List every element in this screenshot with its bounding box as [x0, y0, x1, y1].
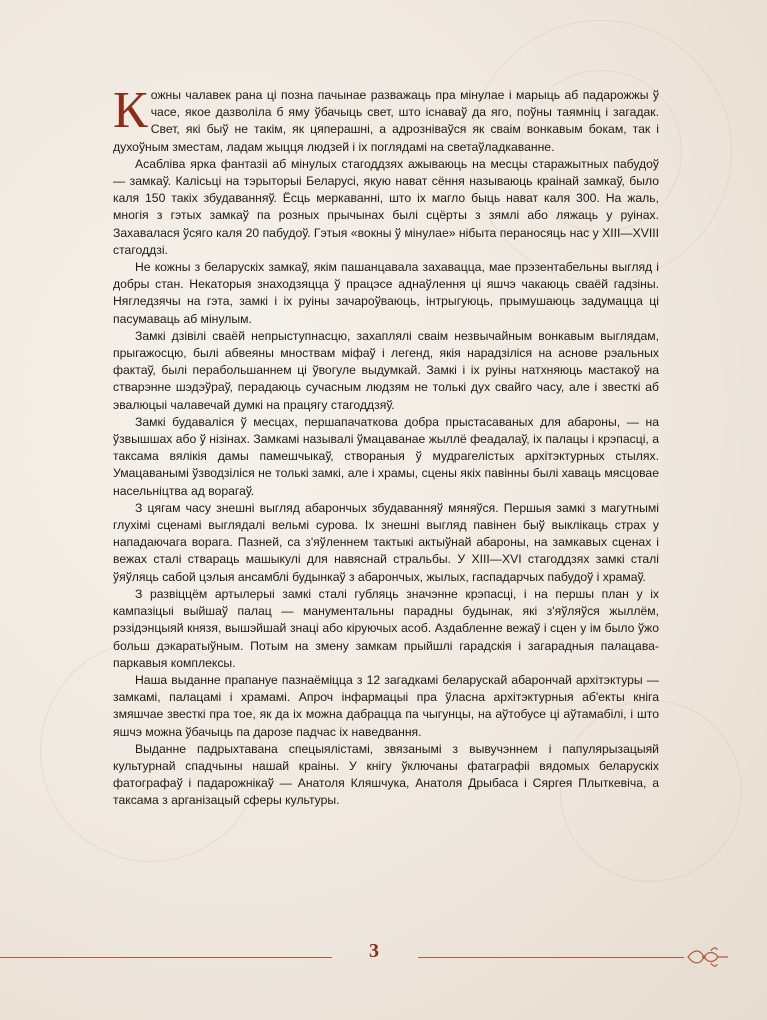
paragraph: З цягам часу знешні выгляд абарончых збудаванняў мяняўся. Першыя замкі з магутнымі глухімі сценамі выглядалі вельмі сурова. Іх знешні выгляд павінен быў выклікаць страх у нападаючага ворага. Пазней, са з'яўленнем тактыкі актыўнай абароны, на замкавых сценах і вежах сталі ствараць машыкулі для навяснай стральбы. У XIII—XVI стагоддзях замкі сталі ўяўляць сабой цэлыя ансамблі будынкаў з абарончых, жылых, гаспадарчых пабудоў і храмаў.: [113, 500, 659, 584]
footer-rule-right: [418, 957, 684, 958]
page-number: 3: [369, 940, 379, 962]
paragraph: Выданне падрыхтавана спецыялістамі, звязанымі з вывучэннем і папулярызацыяй культурнай спадчыны нашай краіны. У кнігу ўключаны фатаграфіі вядомых беларускіх фатографаў і падарожнікаў — Анатоля Кляшчука, Анатоля Дрыбаса і Сяргея Плыткевіча, а таксама з арганізацый сферы культуры.: [113, 741, 659, 808]
drop-cap: К: [113, 82, 148, 139]
footer-rule-left: [0, 957, 332, 958]
paragraph: Замкі дзівілі сваёй непрыступнасцю, захаплялі сваім незвычайным вонкавым выглядам, прыгажосцю, былі абвеяны мноствам міфаў і легенд, якія нарадзіліся на аснове рэальных фактаў, былі перабольшаннем ці ўвогуле выдумкай. Замкі і іх руіны натхняюць мастакоў на стварэнне шэдэўраў, перадаюць сучасным людзям не толькі дух свайго часу, але і звесткі аб эвалюцыі чалавечай думкі на працягу стагоддзяў.: [113, 328, 659, 412]
main-text: [113, 82, 659, 810]
paragraph: Асабліва ярка фантазіі аб мінулых стагоддзях ажываюць на месцы старажытных пабудоў — замкаў. Калісьці на тэрыторыі Беларусі, якую нават сёння называюць краінай замкаў, было каля 150 такіх збудаванняў. Ёсць меркаванні, што іх магло быць нават каля 300. На жаль, многія з гэтых замкаў па розных прычынах былі сцёрты з зямлі або ляжаць у руінах. Захавалася ўсяго каля 20 пабудоў. Гэтыя «вокны ў мінулае» нібыта пераносяць нас у XIII—XVIII стагоддзі.: [113, 156, 659, 257]
paragraph: Замкі будаваліся ў месцах, першапачаткова добра прыстасаваных для абароны, — на ўзвышшах або ў нізінах. Замкамі называлі ўмацаванае жыллё феадалаў, іх палацы і крэпасці, а таксама вялікія дамы памешчыкаў, створаныя ў мудрагелістых архітэктурных стылях. Умацаванымі ўзводзіліся не толькі замкі, але і храмы, сцены якіх павінны былі хаваць мясцовае насельніцтва ад ворагаў.: [113, 414, 659, 498]
paragraph: Не кожны з беларускіх замкаў, якім пашанцавала захавацца, мае прэзентабельны выгляд і добры стан. Некаторыя знаходзяцца ў працэсе аднаўлення ці яшчэ чакаюць сваёй гадзіны. Нягледзячы на гэта, замкі і іх руіны зачароўваюць, інтрыгуюць, прымушаюць задумацца ці пасумаваць аб мінулым.: [113, 260, 659, 326]
floral-ornament-icon: [686, 945, 730, 969]
paragraph: Кожны чалавек рана ці позна пачынае разважаць пра мінулае і марыць аб падарожжы ў часе, якое дазволіла б яму ўбачыць свет, што існаваў да яго, поўны таямніц і загадак. Свет, які быў не такім, як цяперашні, а адрозніваўся як сваім вонкавым бокам, так і духоўным зместам, ладам жыцця людзей і іх поглядамі на светаўладкаванне.: [113, 82, 659, 154]
paragraph: З развіццём артылерыі замкі сталі губляць значэнне крэпасці, і на першы план у іх кампазіцыі выйшаў палац — манументальны парадны будынак, які з'яўляўся жыллём, рэзідэнцыяй князя, вышэйшай знаці або кіруючых асоб. Аздабленне вежаў і сцен у ім было ўжо больш дэкаратыўным. Потым на змену замкам прыйшлі гарадскія і загарадныя палацава-паркавыя комплексы.: [113, 586, 659, 670]
paragraph: Наша выданне прапануе пазнаёміцца з 12 загадкамі беларускай абарончай архітэктуры — замкамі, палацамі і храмамі. Апроч інфармацыі пра ўласна архітэктурныя аб'екты кніга змяшчае звесткі пра тое, як да іх можна дабрацца па чыгунцы, на аўтобусе ці аўтамабілі, і што яшчэ можна ўбачыць па дарозе падчас іх наведвання.: [113, 672, 659, 739]
